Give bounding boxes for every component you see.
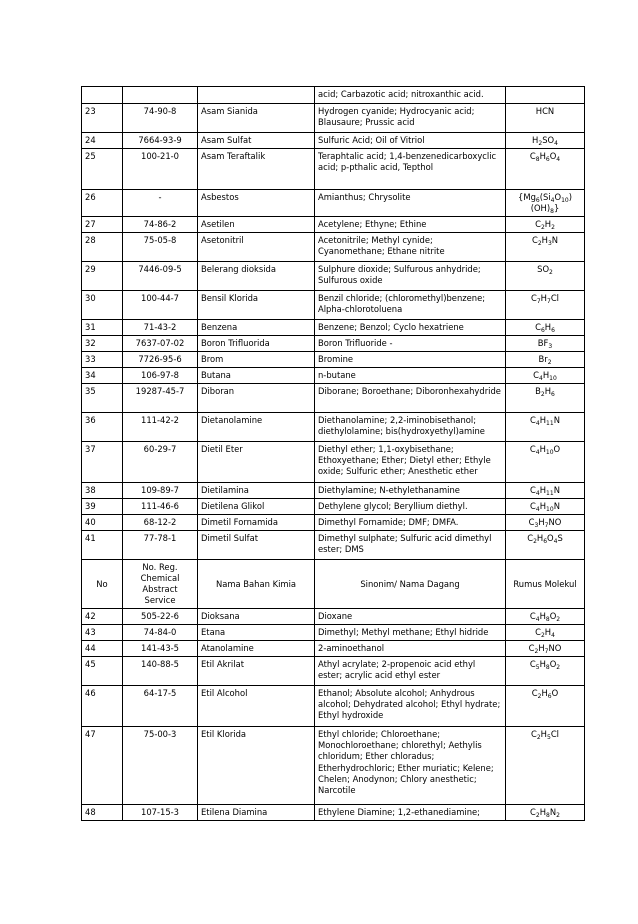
synonym-cell: Sulfuric Acid; Oil of Vitriol [315, 133, 506, 149]
synonym-cell: Acetylene; Ethyne; Ethine [315, 216, 506, 232]
chemical-name: Dietilamina [198, 482, 315, 498]
row-number: 38 [82, 482, 123, 498]
table-row [82, 624, 585, 640]
table-row [82, 290, 585, 319]
table-row [82, 232, 585, 261]
cas-number: 75-00-3 [123, 726, 198, 804]
cas-number: 109-89-7 [123, 482, 198, 498]
cas-number: 7664-93-9 [123, 133, 198, 149]
row-number: 33 [82, 351, 123, 367]
chemical-name: Etana [198, 624, 315, 640]
chemical-name: Benzena [198, 319, 315, 335]
molecular-formula: $C_4H_{11}N$ [506, 482, 585, 498]
synonym-cell: Hydrogen cyanide; Hydrocyanic acid; Blausaure; Prussic acid [315, 104, 506, 133]
table-row [82, 351, 585, 367]
row-number: 29 [82, 261, 123, 290]
molecular-formula: $Br_2$ [506, 351, 585, 367]
header-synonym: Sinonim/ Nama Dagang [315, 559, 506, 608]
cas-number: 107-15-3 [123, 804, 198, 820]
synonym-cell: Sulphure dioxide; Sulfurous anhydride; Sulfurous oxide [315, 261, 506, 290]
synonym-cell: Dimethyl Fornamide; DMF; DMFA. [315, 514, 506, 530]
chemical-table [81, 86, 585, 821]
chemical-name: Belerang dioksida [198, 261, 315, 290]
synonym-cell: Dimethyl; Methyl methane; Ethyl hidride [315, 624, 506, 640]
table-row [82, 87, 585, 104]
table-row [82, 190, 585, 217]
cas-number: 68-12-2 [123, 514, 198, 530]
header-formula: Rumus Molekul [506, 559, 585, 608]
cas-number: 74-84-0 [123, 624, 198, 640]
synonym-cell: Diethylamine; N-ethylethanamine [315, 482, 506, 498]
row-number: 37 [82, 441, 123, 482]
chemical-name: Etil Akrilat [198, 656, 315, 685]
synonym-cell: Amianthus; Chrysolite [315, 190, 506, 217]
row-number: 28 [82, 232, 123, 261]
chemical-name: Butana [198, 367, 315, 383]
synonym-cell: Diethanolamine; 2,2-iminobisethanol; diethylolamine; bis(hydroxyethyl)amine [315, 412, 506, 441]
table-row [82, 104, 585, 133]
synonym-cell: Dioxane [315, 608, 506, 624]
cas-number: 106-97-8 [123, 367, 198, 383]
synonym-cell: acid; Carbazotic acid; nitroxanthic acid. [315, 87, 506, 104]
row-number: 31 [82, 319, 123, 335]
row-number: 47 [82, 726, 123, 804]
row-number: 48 [82, 804, 123, 820]
chemical-name: Etil Alcohol [198, 685, 315, 726]
cas-number: 64-17-5 [123, 685, 198, 726]
molecular-formula: $C_8H_6O_4$ [506, 149, 585, 190]
molecular-formula: $C_2H_3N$ [506, 232, 585, 261]
cas-number: 111-42-2 [123, 412, 198, 441]
row-number: 39 [82, 498, 123, 514]
cas-number: 505-22-6 [123, 608, 198, 624]
molecular-formula: $C_6H_6$ [506, 319, 585, 335]
table-row [82, 412, 585, 441]
synonym-cell: Athyl acrylate; 2-propenoic acid ethyl ester; acrylic acid ethyl ester [315, 656, 506, 685]
chemical-name: Asetonitril [198, 232, 315, 261]
chemical-name: Asam Sulfat [198, 133, 315, 149]
table-row [82, 216, 585, 232]
molecular-formula: $C_2H_2$ [506, 216, 585, 232]
row-number: 30 [82, 290, 123, 319]
cas-number: - [123, 190, 198, 217]
row-number: 41 [82, 530, 123, 559]
molecular-formula: $C_2H_8N_2$ [506, 804, 585, 820]
table-row [82, 367, 585, 383]
table-row [82, 498, 585, 514]
header-reg: No. Reg. Chemical Abstract Service [123, 559, 198, 608]
synonym-cell: Benzene; Benzol; Cyclo hexatriene [315, 319, 506, 335]
synonym-cell: Dethylene glycol; Beryllium diethyl. [315, 498, 506, 514]
molecular-formula: $SO_2$ [506, 261, 585, 290]
molecular-formula: $C_2H_4$ [506, 624, 585, 640]
row-number: 24 [82, 133, 123, 149]
row-number: 26 [82, 190, 123, 217]
chemical-name: Dioksana [198, 608, 315, 624]
molecular-formula: $C_2H_6O_4S$ [506, 530, 585, 559]
molecular-formula: $C_2H_7NO$ [506, 640, 585, 656]
table-row [82, 640, 585, 656]
molecular-formula: $C_7H_7Cl$ [506, 290, 585, 319]
cas-number: 74-86-2 [123, 216, 198, 232]
row-number: 23 [82, 104, 123, 133]
row-number: 42 [82, 608, 123, 624]
table-row [82, 685, 585, 726]
chemical-name: Dietanolamine [198, 412, 315, 441]
synonym-cell: 2-aminoethanol [315, 640, 506, 656]
synonym-cell: Benzil chloride; (chloromethyl)benzene; Alpha-chlorotoluena [315, 290, 506, 319]
chemical-name: Dimetil Sulfat [198, 530, 315, 559]
molecular-formula: $C_4H_{11}N$ [506, 412, 585, 441]
molecular-formula: HCN [506, 104, 585, 133]
synonym-cell: Ethyl chloride; Chloroethane; Monochloroethane; chlorethyl; Aethylis chloridum; Ether chloradus; Etherhydrochloric; Ether muriatic; Kelene; Chelen; Anodynon; Chlory anesthetic; Narcotile [315, 726, 506, 804]
cas-number: 75-05-8 [123, 232, 198, 261]
table-row [82, 335, 585, 351]
row-number: 44 [82, 640, 123, 656]
cas-number: 141-43-5 [123, 640, 198, 656]
cas-number: 77-78-1 [123, 530, 198, 559]
synonym-cell: Diborane; Boroethane; Diboronhexahydride [315, 383, 506, 412]
cas-number: 7446-09-5 [123, 261, 198, 290]
row-number: 43 [82, 624, 123, 640]
row-number: 34 [82, 367, 123, 383]
table-row [82, 530, 585, 559]
row-number: 40 [82, 514, 123, 530]
chemical-name: Dimetil Fornamida [198, 514, 315, 530]
table-row [82, 726, 585, 804]
synonym-cell: Teraphtalic acid; 1,4-benzenedicarboxyclic acid; p-pthalic acid, Tepthol [315, 149, 506, 190]
row-number: 32 [82, 335, 123, 351]
chemical-name: Atanolamine [198, 640, 315, 656]
chemical-name: Dietilena Glikol [198, 498, 315, 514]
chemical-name: Asam Teraftalik [198, 149, 315, 190]
table-row [82, 804, 585, 820]
table-row [82, 482, 585, 498]
synonym-cell: Boron Trifluoride - [315, 335, 506, 351]
molecular-formula: $C_2H_5Cl$ [506, 726, 585, 804]
cas-number: 140-88-5 [123, 656, 198, 685]
chemical-name: Diboran [198, 383, 315, 412]
chemical-name: Asetilen [198, 216, 315, 232]
synonym-cell: Ethylene Diamine; 1,2-ethanediamine; [315, 804, 506, 820]
molecular-formula: $C_4H_8O_2$ [506, 608, 585, 624]
molecular-formula: $H_2SO_4$ [506, 133, 585, 149]
molecular-formula: $C_4H_{10}$ [506, 367, 585, 383]
cas-number: 74-90-8 [123, 104, 198, 133]
synonym-cell: Ethanol; Absolute alcohol; Anhydrous alcohol; Dehydrated alcohol; Ethyl hydrate; Ethyl hydroxide [315, 685, 506, 726]
table-row [82, 261, 585, 290]
table-row [82, 441, 585, 482]
row-number: 35 [82, 383, 123, 412]
cas-number: 7726-95-6 [123, 351, 198, 367]
synonym-cell: Diethyl ether; 1,1-oxybisethane; Ethoxyethane; Ether; Dietyl ether; Ethyle oxide; Sulfuric ether; Anesthetic ether [315, 441, 506, 482]
header-name: Nama Bahan Kimia [198, 559, 315, 608]
table-row [82, 608, 585, 624]
table-row [82, 383, 585, 412]
table-row [82, 656, 585, 685]
cas-number: 100-21-0 [123, 149, 198, 190]
synonym-cell: Dimethyl sulphate; Sulfuric acid dimethyl ester; DMS [315, 530, 506, 559]
table-header-row [82, 559, 585, 608]
chemical-name: Asam Sianida [198, 104, 315, 133]
table-row [82, 319, 585, 335]
row-number: 25 [82, 149, 123, 190]
table-row [82, 514, 585, 530]
chemical-name: Asbestos [198, 190, 315, 217]
molecular-formula: $C_5H_8O_2$ [506, 656, 585, 685]
table-row [82, 149, 585, 190]
molecular-formula: $C_4H_{10}O$ [506, 441, 585, 482]
row-number: 46 [82, 685, 123, 726]
cas-number: 60-29-7 [123, 441, 198, 482]
molecular-formula: $C_3H_7NO$ [506, 514, 585, 530]
cas-number: 100-44-7 [123, 290, 198, 319]
molecular-formula: $B_2H_6$ [506, 383, 585, 412]
cas-number: 7637-07-02 [123, 335, 198, 351]
synonym-cell: Bromine [315, 351, 506, 367]
chemical-name: Brom [198, 351, 315, 367]
molecular-formula: $\{Mg_6(Si_4O_{10})(OH)_8\}$ [506, 190, 585, 217]
molecular-formula: $C_4H_{10}N$ [506, 498, 585, 514]
cas-number: 71-43-2 [123, 319, 198, 335]
molecular-formula: $C_2H_6O$ [506, 685, 585, 726]
header-no: No [82, 559, 123, 608]
chemical-name: Etilena Diamina [198, 804, 315, 820]
chemical-name: Etil Klorida [198, 726, 315, 804]
cas-number: 111-46-6 [123, 498, 198, 514]
chemical-name: Dietil Eter [198, 441, 315, 482]
cas-number: 19287-45-7 [123, 383, 198, 412]
chemical-name: Bensil Klorida [198, 290, 315, 319]
molecular-formula: $BF_3$ [506, 335, 585, 351]
row-number: 45 [82, 656, 123, 685]
synonym-cell: n-butane [315, 367, 506, 383]
table-row [82, 133, 585, 149]
chemical-name: Boron Trifluorida [198, 335, 315, 351]
row-number: 36 [82, 412, 123, 441]
row-number: 27 [82, 216, 123, 232]
synonym-cell: Acetonitrile; Methyl cynide; Cyanomethane; Ethane nitrite [315, 232, 506, 261]
